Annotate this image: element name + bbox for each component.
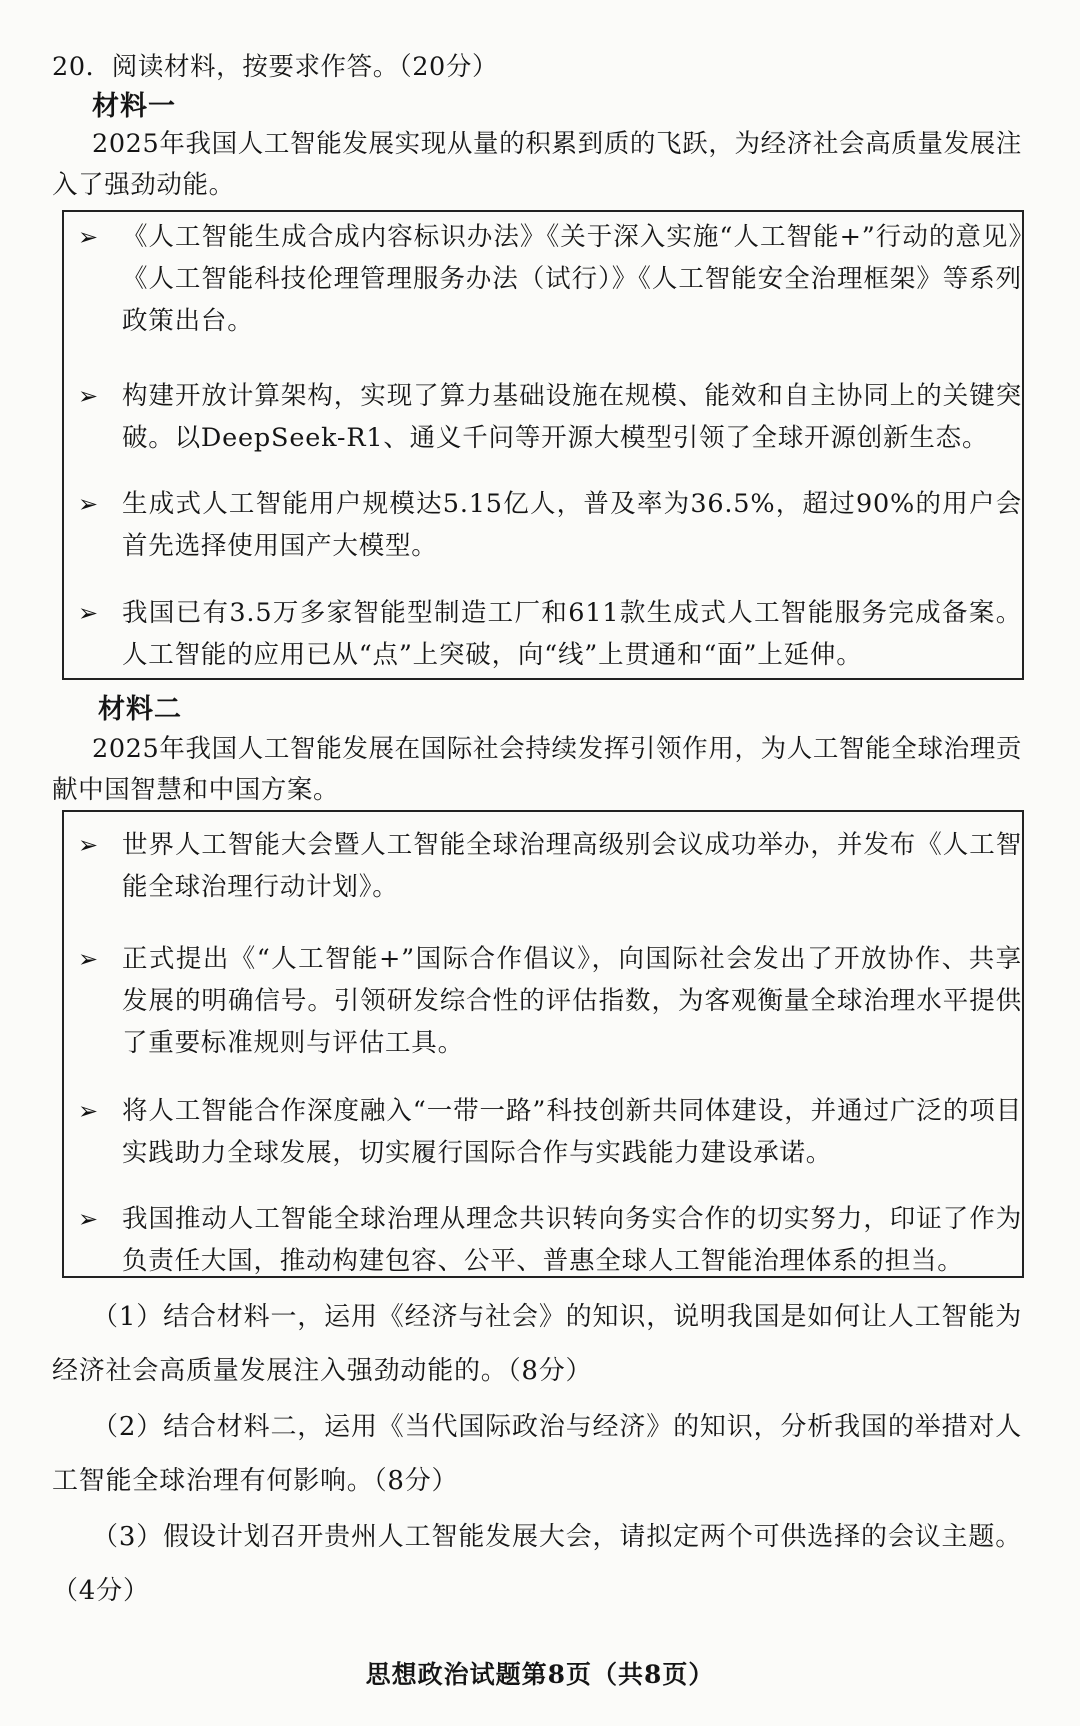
sub-question-1: （1）结合材料一，运用《经济与社会》的知识，说明我国是如何让人工智能为经济社会高质量发展注入强劲动能的。（8分） bbox=[52, 1302, 1022, 1386]
bullet-arrow-icon: ➢ bbox=[78, 599, 99, 627]
sub-question-2: （2）结合材料二，运用《当代国际政治与经济》的知识，分析我国的举措对人工智能全球治理有何影响。（8分） bbox=[52, 1412, 1022, 1496]
material1-item: 我国已有3.5万多家智能型制造工厂和611款生成式人工智能服务完成备案。人工智能的应用已从“点”上突破，向“线”上贯通和“面”上延伸。 bbox=[122, 598, 1022, 670]
material1-item: 《人工智能生成合成内容标识办法》《关于深入实施“人工智能+”行动的意见》《人工智能科技伦理管理服务办法（试行）》《人工智能安全治理框架》等系列政策出台。 bbox=[122, 222, 1022, 336]
material2-item: 将人工智能合作深度融入“一带一路”科技创新共同体建设，并通过广泛的项目实践助力全球发展，切实履行国际合作与实践能力建设承诺。 bbox=[122, 1096, 1022, 1168]
material1-item: 构建开放计算架构，实现了算力基础设施在规模、能效和自主协同上的关键突破。以DeepSeek-R1、通义千问等开源大模型引领了全球开源创新生态。 bbox=[122, 381, 1022, 453]
sub-question-3: （3）假设计划召开贵州人工智能发展大会，请拟定两个可供选择的会议主题。（4分） bbox=[52, 1522, 1022, 1606]
material2-item: 我国推动人工智能全球治理从理念共识转向务实合作的切实努力，印证了作为负责任大国，推动构建包容、公平、普惠全球人工智能治理体系的担当。 bbox=[122, 1204, 1022, 1276]
material2-title: 材料二 bbox=[98, 694, 182, 725]
bullet-arrow-icon: ➢ bbox=[78, 831, 99, 859]
bullet-arrow-icon: ➢ bbox=[78, 945, 99, 973]
material2-item: 正式提出《“人工智能+”国际合作倡议》，向国际社会发出了开放协作、共享发展的明确信号。引领研发综合性的评估指数，为客观衡量全球治理水平提供了重要标准规则与评估工具。 bbox=[122, 944, 1022, 1058]
material1-item: 生成式人工智能用户规模达5.15亿人，普及率为36.5%，超过90%的用户会首先选择使用国产大模型。 bbox=[122, 489, 1022, 561]
material1-title: 材料一 bbox=[92, 91, 176, 122]
material1-box bbox=[62, 210, 1024, 680]
bullet-arrow-icon: ➢ bbox=[78, 382, 99, 410]
page-footer: 思想政治试题第8页（共8页） bbox=[365, 1660, 715, 1689]
material1-intro: 2025年我国人工智能发展实现从量的积累到质的飞跃，为经济社会高质量发展注入了强劲动能。 bbox=[52, 129, 1022, 200]
bullet-arrow-icon: ➢ bbox=[78, 1097, 99, 1125]
bullet-arrow-icon: ➢ bbox=[78, 223, 99, 251]
bullet-arrow-icon: ➢ bbox=[78, 490, 99, 518]
bullet-arrow-icon: ➢ bbox=[78, 1205, 99, 1233]
question-header: 20．阅读材料，按要求作答。（20分） bbox=[52, 52, 499, 82]
material2-item: 世界人工智能大会暨人工智能全球治理高级别会议成功举办，并发布《人工智能全球治理行动计划》。 bbox=[122, 830, 1022, 902]
material2-intro: 2025年我国人工智能发展在国际社会持续发挥引领作用，为人工智能全球治理贡献中国智慧和中国方案。 bbox=[52, 734, 1022, 805]
material2-box bbox=[62, 810, 1024, 1278]
